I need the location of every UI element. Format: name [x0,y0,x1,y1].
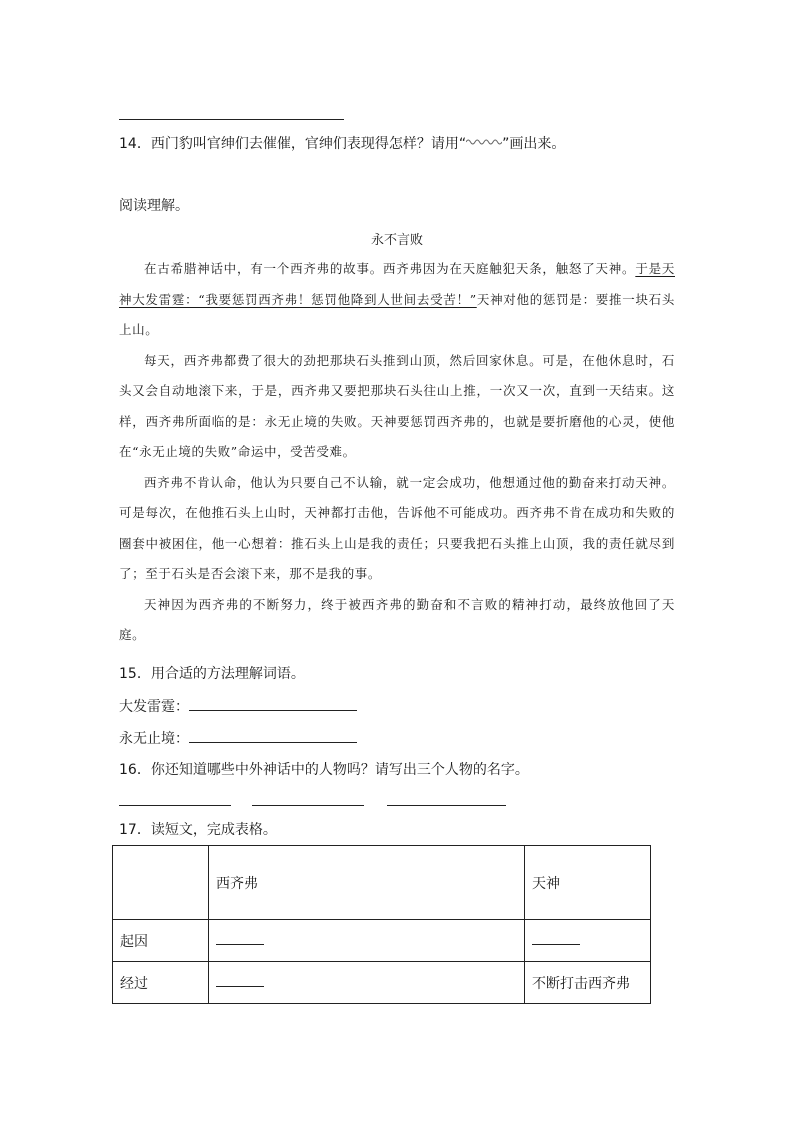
answer-line-3[interactable] [387,805,506,806]
paragraph-1-part-b: 天神对他的惩罚是：要推一块石头上山。 [119,291,675,337]
term-1-answer-line[interactable] [189,696,357,711]
question-14-text-after: ”画出来。 [502,136,566,152]
question-17-prompt: 17．读短文，完成表格。 [119,822,277,838]
cell-cause-sisyphus[interactable] [209,920,525,962]
comparison-table [112,845,651,1004]
table-row [113,920,651,962]
answer-line-top [119,119,344,120]
cell-answer-line[interactable] [532,932,580,945]
row-label-process: 经过 [113,962,209,1004]
paragraph-1 [119,254,675,346]
cell-process-god: 不断打击西齐弗 [525,962,651,1004]
answer-line-2[interactable] [252,805,364,806]
term-1-label: 大发雷霆： [119,699,189,715]
question-15-term-1 [119,696,357,717]
cell-answer-line[interactable] [216,932,264,945]
answer-line-1[interactable] [119,805,231,806]
story-passage [119,254,675,651]
underlined-sentence: 于是天神大发雷霆：“我要惩罚西齐弗！惩罚他降到人世间去受苦！” [119,261,675,307]
row-label-cause: 起因 [113,920,209,962]
table-header-sisyphus: 西齐弗 [209,846,525,920]
paragraph-2: 每天，西齐弗都费了很大的劲把那块石头推到山顶，然后回家休息。可是，在他休息时，石头又会自动地滚下来，于是，西齐弗又要把那块石头往山上推，一次又一次，直到一天结束。这样，西齐弗所面临的是：永无止境的失败。天神要惩罚西齐弗的，也就是要折磨他的心灵，使他在“永无止境的失败”命运中，受苦受难。 [119,352,675,459]
term-2-label: 永无止境： [119,731,189,747]
story-title: 永不言败 [370,233,423,248]
question-14-text-before: 14．西门豹叫官绅们去催催，官绅们表现得怎样？请用“ [119,136,467,152]
paragraph-3: 西齐弗不肯认命，他认为只要自己不认输，就一定会成功，他想通过他的勤奋来打动天神。可是每次，在他推石头上山时，天神都打击他，告诉他不可能成功。西齐弗不肯在成功和失败的圈套中被困住，他一心想着：推石头上山是我的责任；只要我把石头推上山顶，我的责任就尽到了；至于石头是否会滚下来，那不是我的事。 [119,474,675,581]
cell-answer-line[interactable] [216,974,264,987]
table-header-god: 天神 [525,846,651,920]
section-heading: 阅读理解。 [119,198,189,214]
cell-process-sisyphus[interactable] [209,962,525,1004]
question-15-term-2 [119,728,357,749]
term-2-answer-line[interactable] [189,728,357,743]
question-16-prompt: 16．你还知道哪些中外神话中的人物吗？请写出三个人物的名字。 [119,762,529,778]
cell-cause-god[interactable] [525,920,651,962]
table-row [113,962,651,1004]
question-15-prompt: 15．用合适的方法理解词语。 [119,666,305,682]
paragraph-4: 天神因为西齐弗的不断努力，终于被西齐弗的勤奋和不言败的精神打动，最终放他回了天庭。 [119,596,675,642]
wavy-underline-icon [466,138,502,146]
table-header-empty [113,846,209,920]
question-14 [119,134,565,154]
table-header-row [113,846,651,920]
paragraph-1-part-a: 在古希腊神话中，有一个西齐弗的故事。西齐弗因为在天庭触犯天条，触怒了天神。 [144,261,636,276]
